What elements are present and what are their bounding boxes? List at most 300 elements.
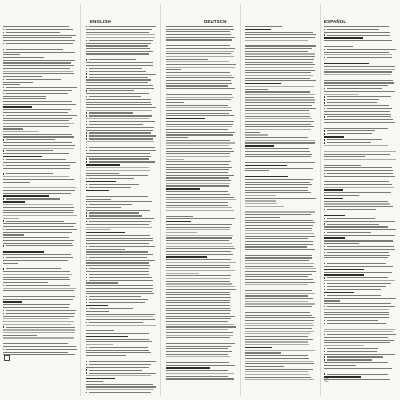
- text-line: [166, 188, 200, 189]
- bullet-item: [3, 257, 77, 258]
- column-text: [166, 26, 236, 381]
- text-line: [3, 60, 75, 61]
- text-line: [3, 232, 72, 233]
- text-line: [166, 199, 236, 200]
- text-line: [3, 123, 74, 124]
- text-line: [3, 112, 68, 113]
- bullet-item: [324, 334, 396, 335]
- bullet-icon: [324, 246, 325, 247]
- text-line: [86, 227, 152, 228]
- text-line: [245, 192, 311, 193]
- text-line: [6, 29, 73, 30]
- text-line: [245, 59, 314, 60]
- bullet-icon: [324, 286, 325, 287]
- text-line: [86, 311, 109, 312]
- bullet-item: [86, 215, 156, 216]
- text-line: [245, 154, 312, 155]
- text-line: [324, 32, 390, 33]
- bullet-item: [86, 147, 156, 148]
- text-line: [89, 77, 148, 78]
- text-line: [166, 69, 181, 70]
- text-line: [86, 167, 149, 168]
- bullet-icon: [324, 277, 325, 278]
- text-line: [245, 220, 313, 221]
- text-line: [86, 104, 152, 105]
- bullet-item: [324, 209, 396, 210]
- bullet-item: [86, 71, 156, 72]
- bullet-icon: [324, 373, 325, 374]
- text-line: [245, 94, 315, 95]
- text-line: [89, 296, 141, 297]
- text-line: [245, 89, 268, 90]
- text-line: [89, 124, 143, 125]
- bullet-icon: [86, 68, 87, 69]
- text-line: [245, 290, 312, 291]
- bullet-item: [324, 252, 396, 253]
- text-line: [245, 347, 272, 348]
- text-line: [245, 371, 308, 372]
- bullet-icon: [3, 220, 4, 221]
- text-line: [89, 132, 151, 133]
- text-line: [89, 187, 131, 188]
- text-line: [166, 39, 232, 40]
- text-line: [166, 126, 232, 127]
- text-line: [245, 190, 308, 191]
- text-line: [3, 271, 70, 272]
- column-3: [160, 0, 240, 400]
- text-line: [3, 346, 76, 347]
- text-line: [166, 161, 231, 162]
- text-line: [245, 132, 260, 133]
- bullet-item: [86, 296, 156, 297]
- text-line: [86, 102, 151, 103]
- text-line: [324, 312, 389, 313]
- text-line: [86, 48, 150, 49]
- text-line: [86, 238, 153, 239]
- text-line: [6, 245, 73, 246]
- text-line: [166, 180, 231, 181]
- text-line: [166, 148, 232, 149]
- bullet-item: [3, 165, 77, 166]
- text-line: [3, 106, 32, 107]
- text-line: [86, 164, 120, 165]
- text-line: [166, 159, 184, 160]
- text-line: [245, 339, 313, 340]
- text-line: [3, 193, 71, 194]
- bullet-item: [86, 322, 156, 323]
- text-line: [245, 295, 308, 296]
- text-line: [245, 333, 310, 334]
- bullet-icon: [3, 93, 4, 94]
- text-line: [324, 303, 391, 304]
- text-line: [166, 278, 230, 279]
- text-line: [324, 354, 395, 355]
- text-line: [166, 227, 230, 228]
- text-line: [245, 244, 313, 245]
- text-line: [245, 341, 308, 342]
- text-line: [6, 93, 68, 94]
- bullet-item: [324, 359, 396, 360]
- bullet-item: [86, 26, 156, 27]
- text-line: [166, 216, 193, 217]
- text-line: [166, 169, 229, 170]
- text-line: [166, 205, 228, 206]
- text-line: [86, 293, 154, 294]
- text-line: [3, 237, 69, 238]
- text-line: [6, 159, 66, 160]
- bullet-icon: [3, 29, 4, 30]
- bullet-icon: [86, 73, 87, 74]
- text-line: [86, 229, 110, 230]
- text-line: [324, 237, 345, 238]
- text-line: [245, 317, 315, 318]
- text-line: [166, 218, 235, 219]
- text-line: [3, 337, 74, 338]
- text-line: [3, 207, 74, 208]
- bullet-icon: [324, 356, 325, 357]
- bullet-item: [324, 286, 396, 287]
- text-line: [245, 211, 315, 212]
- text-line: [327, 320, 379, 321]
- text-line: [324, 91, 395, 92]
- text-line: [327, 356, 383, 357]
- text-line: [245, 206, 284, 207]
- text-line: [89, 392, 151, 393]
- text-line: [3, 153, 69, 154]
- bullet-item: [3, 313, 77, 314]
- text-line: [166, 34, 231, 35]
- text-line: [166, 337, 230, 338]
- text-line: [89, 280, 153, 281]
- bullet-icon: [324, 320, 325, 321]
- bullet-item: [3, 326, 77, 327]
- bullet-item: [3, 93, 77, 94]
- text-line: [89, 361, 156, 362]
- text-line: [6, 229, 77, 230]
- bullet-item: [86, 361, 156, 362]
- bullet-item: [3, 245, 77, 246]
- text-line: [6, 165, 70, 166]
- ce-mark-icon: ⊂: [324, 377, 330, 384]
- text-line: [89, 302, 145, 303]
- text-line: [324, 184, 392, 185]
- bullet-item: [3, 173, 77, 174]
- bullet-item: [86, 161, 156, 162]
- bullet-icon: [86, 96, 87, 97]
- bullet-item: [3, 150, 77, 151]
- bullet-icon: [86, 302, 87, 303]
- bullet-item: [86, 246, 156, 247]
- text-line: [166, 318, 231, 319]
- bullet-item: [86, 268, 156, 269]
- text-line: [324, 368, 392, 369]
- text-line: [166, 275, 231, 276]
- text-line: [166, 124, 233, 125]
- text-line: [327, 142, 371, 143]
- text-line: [86, 45, 148, 46]
- text-line: [166, 300, 230, 301]
- text-line: [324, 240, 393, 241]
- text-line: [324, 362, 388, 363]
- bullet-item: [3, 268, 77, 269]
- text-line: [245, 271, 316, 272]
- text-line: [324, 159, 396, 160]
- text-line: [327, 224, 379, 225]
- text-line: [89, 221, 151, 222]
- text-line: [166, 45, 230, 46]
- text-line: [324, 329, 395, 330]
- text-line: [166, 99, 231, 100]
- text-line: [86, 336, 128, 337]
- text-line: [166, 37, 235, 38]
- text-line: [89, 96, 141, 97]
- bullet-icon: [86, 121, 87, 122]
- text-line: [327, 348, 378, 349]
- bullet-icon: [3, 43, 4, 44]
- text-line: [89, 347, 148, 348]
- bullet-icon: [324, 334, 325, 335]
- text-line: [86, 82, 148, 83]
- bullet-icon: [324, 142, 325, 143]
- text-line: [166, 94, 232, 95]
- text-line: [324, 85, 388, 86]
- text-line: [86, 288, 153, 289]
- bullet-icon: [324, 102, 325, 103]
- text-line: [6, 285, 70, 286]
- text-line: [3, 131, 38, 132]
- bullet-item: [3, 220, 77, 221]
- text-line: [3, 179, 74, 180]
- text-line: [86, 29, 152, 30]
- column-heading: ENGLISH: [90, 19, 111, 24]
- text-line: [89, 90, 134, 91]
- text-line: [327, 130, 375, 131]
- text-line: [245, 369, 313, 370]
- text-line: [324, 82, 394, 83]
- text-line: [166, 145, 229, 146]
- text-line: [245, 126, 314, 127]
- text-line: [86, 265, 150, 266]
- text-line: [3, 120, 69, 121]
- text-line: [86, 325, 156, 326]
- bullet-item: [324, 173, 396, 174]
- bullet-icon: [324, 323, 325, 324]
- text-line: [166, 172, 228, 173]
- bullet-item: [86, 158, 156, 159]
- bullet-icon: [324, 232, 325, 233]
- text-line: [166, 308, 230, 309]
- text-line: [3, 62, 71, 63]
- text-line: [166, 354, 228, 355]
- bullet-icon: [86, 178, 87, 179]
- text-line: [86, 32, 149, 33]
- text-line: [166, 332, 233, 333]
- text-line: [324, 136, 344, 137]
- text-line: [245, 233, 314, 234]
- bullet-icon: [86, 161, 87, 162]
- bullet-item: [324, 116, 396, 117]
- column-text: [245, 26, 316, 382]
- text-line: [245, 260, 309, 261]
- text-line: [89, 215, 142, 216]
- text-line: [86, 156, 151, 157]
- text-line: [166, 346, 231, 347]
- text-line: [86, 34, 155, 35]
- bullet-item: [86, 124, 156, 125]
- bullet-icon: [3, 173, 4, 174]
- text-line: [86, 141, 154, 142]
- bullet-icon: [3, 268, 4, 269]
- text-line: [89, 370, 142, 371]
- bullet-icon: [86, 268, 87, 269]
- text-line: [3, 234, 24, 235]
- text-line: [166, 142, 235, 143]
- column-heading: ESPAÑOL: [324, 19, 347, 24]
- bullet-item: [324, 108, 396, 109]
- text-line: [166, 365, 235, 366]
- text-line: [3, 35, 76, 36]
- text-line: [166, 97, 234, 98]
- text-line: [245, 358, 309, 359]
- text-line: [166, 107, 231, 108]
- bullet-icon: [86, 124, 87, 125]
- bullet-item: [86, 59, 156, 60]
- text-line: [166, 121, 234, 122]
- bullet-icon: [324, 116, 325, 117]
- text-line: [86, 170, 150, 171]
- text-line: [3, 126, 69, 127]
- text-line: [3, 215, 77, 216]
- text-line: [166, 370, 228, 371]
- text-line: [86, 85, 153, 86]
- bullet-icon: [86, 115, 87, 116]
- text-line: [166, 61, 229, 62]
- bullet-item: [324, 306, 396, 307]
- text-line: [3, 52, 75, 53]
- text-line: [324, 226, 388, 227]
- text-line: [324, 26, 389, 27]
- text-line: [166, 335, 233, 336]
- text-line: [166, 229, 230, 230]
- text-line: [324, 54, 392, 55]
- text-line: [166, 197, 234, 198]
- text-line: [324, 40, 392, 41]
- text-line: [86, 127, 154, 128]
- text-line: [166, 153, 230, 154]
- text-line: [3, 288, 76, 289]
- text-line: [324, 376, 361, 377]
- text-line: [3, 290, 74, 291]
- bullet-icon: [86, 71, 87, 72]
- text-line: [245, 121, 314, 122]
- text-line: [86, 51, 153, 52]
- text-line: [166, 67, 235, 68]
- text-line: [166, 224, 232, 225]
- text-line: [89, 364, 151, 365]
- text-line: [327, 232, 371, 233]
- text-line: [86, 224, 149, 225]
- bullet-item: [324, 348, 396, 349]
- bullet-icon: [86, 246, 87, 247]
- bullet-icon: [324, 218, 325, 219]
- text-line: [3, 82, 33, 83]
- text-line: [327, 289, 381, 290]
- text-line: [86, 65, 153, 66]
- text-line: [3, 109, 71, 110]
- text-line: [324, 235, 395, 236]
- bullet-icon: [324, 29, 325, 30]
- bullet-item: [86, 90, 156, 91]
- text-line: [245, 116, 310, 117]
- text-line: [327, 295, 381, 296]
- bullet-item: [86, 76, 156, 77]
- bullet-item: [324, 96, 396, 97]
- text-line: [245, 67, 313, 68]
- bullet-icon: [86, 132, 87, 133]
- text-line: [86, 196, 148, 197]
- text-line: [86, 305, 108, 306]
- text-line: [327, 99, 379, 100]
- text-line: [166, 113, 229, 114]
- text-line: [245, 40, 308, 41]
- text-line: [89, 373, 156, 374]
- text-line: [3, 168, 70, 169]
- text-line: [324, 203, 390, 204]
- text-line: [327, 116, 391, 117]
- text-line: [3, 277, 69, 278]
- text-line: [3, 254, 71, 255]
- text-line: [89, 158, 149, 159]
- text-line: [245, 217, 280, 218]
- text-line: [6, 313, 75, 314]
- text-line: [324, 71, 392, 72]
- text-line: [324, 342, 390, 343]
- bullet-icon: [324, 295, 325, 296]
- bullet-item: [86, 187, 156, 188]
- bullet-icon: [324, 223, 325, 224]
- text-line: [327, 209, 376, 210]
- text-line: [3, 304, 70, 305]
- text-line: [86, 62, 153, 63]
- bullet-item: [86, 299, 156, 300]
- bullet-item: [324, 356, 396, 357]
- bullet-item: [324, 223, 396, 224]
- text-line: [89, 138, 153, 139]
- text-line: [3, 212, 73, 213]
- text-line: [166, 376, 228, 377]
- bullet-icon: [86, 59, 87, 60]
- text-line: [3, 90, 72, 91]
- text-line: [3, 282, 48, 283]
- bullet-item: [324, 34, 396, 35]
- bullet-icon: [86, 364, 87, 365]
- text-line: [3, 274, 72, 275]
- text-line: [166, 324, 234, 325]
- bullet-icon: [86, 361, 87, 362]
- text-line: [324, 192, 391, 193]
- text-line: [324, 52, 389, 53]
- text-line: [327, 323, 386, 324]
- bullet-item: [3, 159, 77, 160]
- text-line: [3, 316, 74, 317]
- text-line: [3, 195, 49, 196]
- text-line: [6, 198, 60, 199]
- text-line: [89, 74, 156, 75]
- text-line: [324, 340, 394, 341]
- text-line: [89, 299, 148, 300]
- text-line: [3, 104, 76, 105]
- text-line: [324, 206, 393, 207]
